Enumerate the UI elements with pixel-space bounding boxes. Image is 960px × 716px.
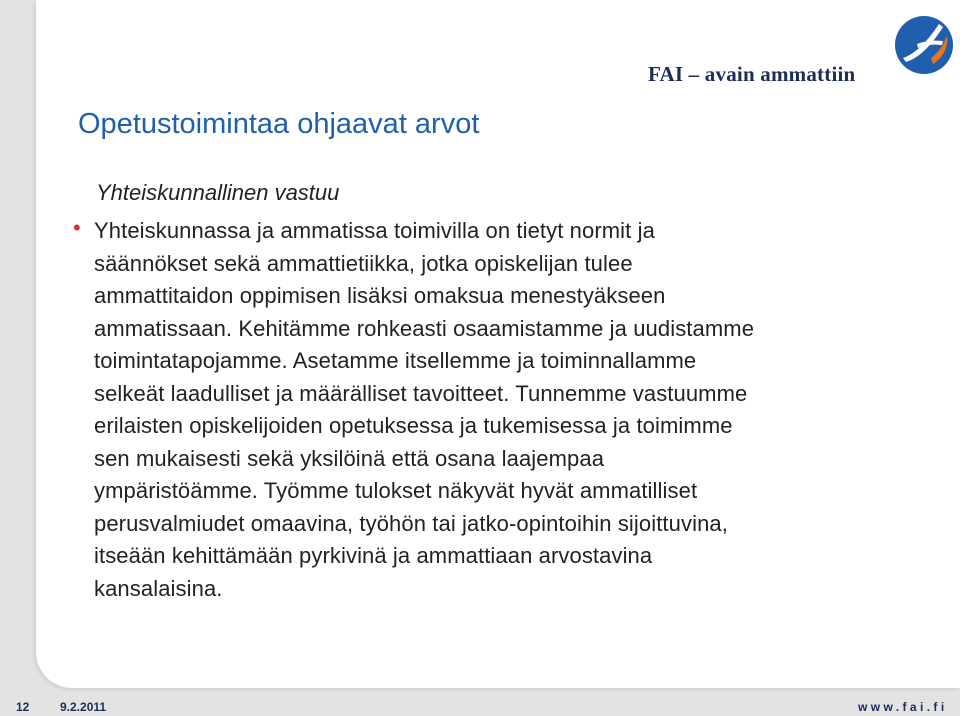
body-line: selkeät laadulliset ja määrälliset tavoitteet. Tunnemme vastuumme [94, 380, 748, 406]
body-line: ammatissaan. Kehitämme rohkeasti osaamistamme ja uudistamme [94, 315, 755, 341]
website-link[interactable]: www.fai.fi [858, 700, 948, 714]
body-line: säännökset sekä ammattietiikka, jotka opiskelijan tulee [94, 250, 633, 276]
body-line: perusvalmiudet omaavina, työhön tai jatko-opintoihin sijoittuvina, [94, 510, 728, 536]
body-line: ammattitaidon oppimisen lisäksi omaksua menestyäkseen [94, 283, 666, 308]
body-line: itseään kehittämään pyrkivinä ja ammattiaan arvostavina [94, 543, 653, 568]
body-line: sen mukaisesti sekä yksilöinä että osana laajempaa [94, 445, 605, 471]
slide-date: 9.2.2011 [60, 700, 107, 714]
body-line: Yhteiskunnassa ja ammatissa toimivilla on tietyt normit ja [94, 218, 655, 243]
body-line: kansalaisina. [94, 575, 223, 601]
slide-title: Opetustoimintaa ohjaavat arvot [78, 108, 480, 140]
fai-logo-icon [893, 14, 955, 76]
page-number: 12 [16, 700, 30, 714]
body-line: erilaisten opiskelijoiden opetuksessa ja tukemisessa ja toimimme [94, 413, 733, 438]
brand-tagline: FAI – avain ammattiin [648, 62, 856, 86]
body-line: ympäristöämme. Työmme tulokset näkyvät hyvät ammatilliset [94, 478, 698, 503]
bullet-marker: • [73, 215, 81, 240]
body-line: toimintatapojamme. Asetamme itsellemme ja toiminnallamme [94, 348, 697, 373]
slide-subheading: Yhteiskunnallinen vastuu [96, 180, 340, 205]
body-paragraph [94, 215, 894, 605]
